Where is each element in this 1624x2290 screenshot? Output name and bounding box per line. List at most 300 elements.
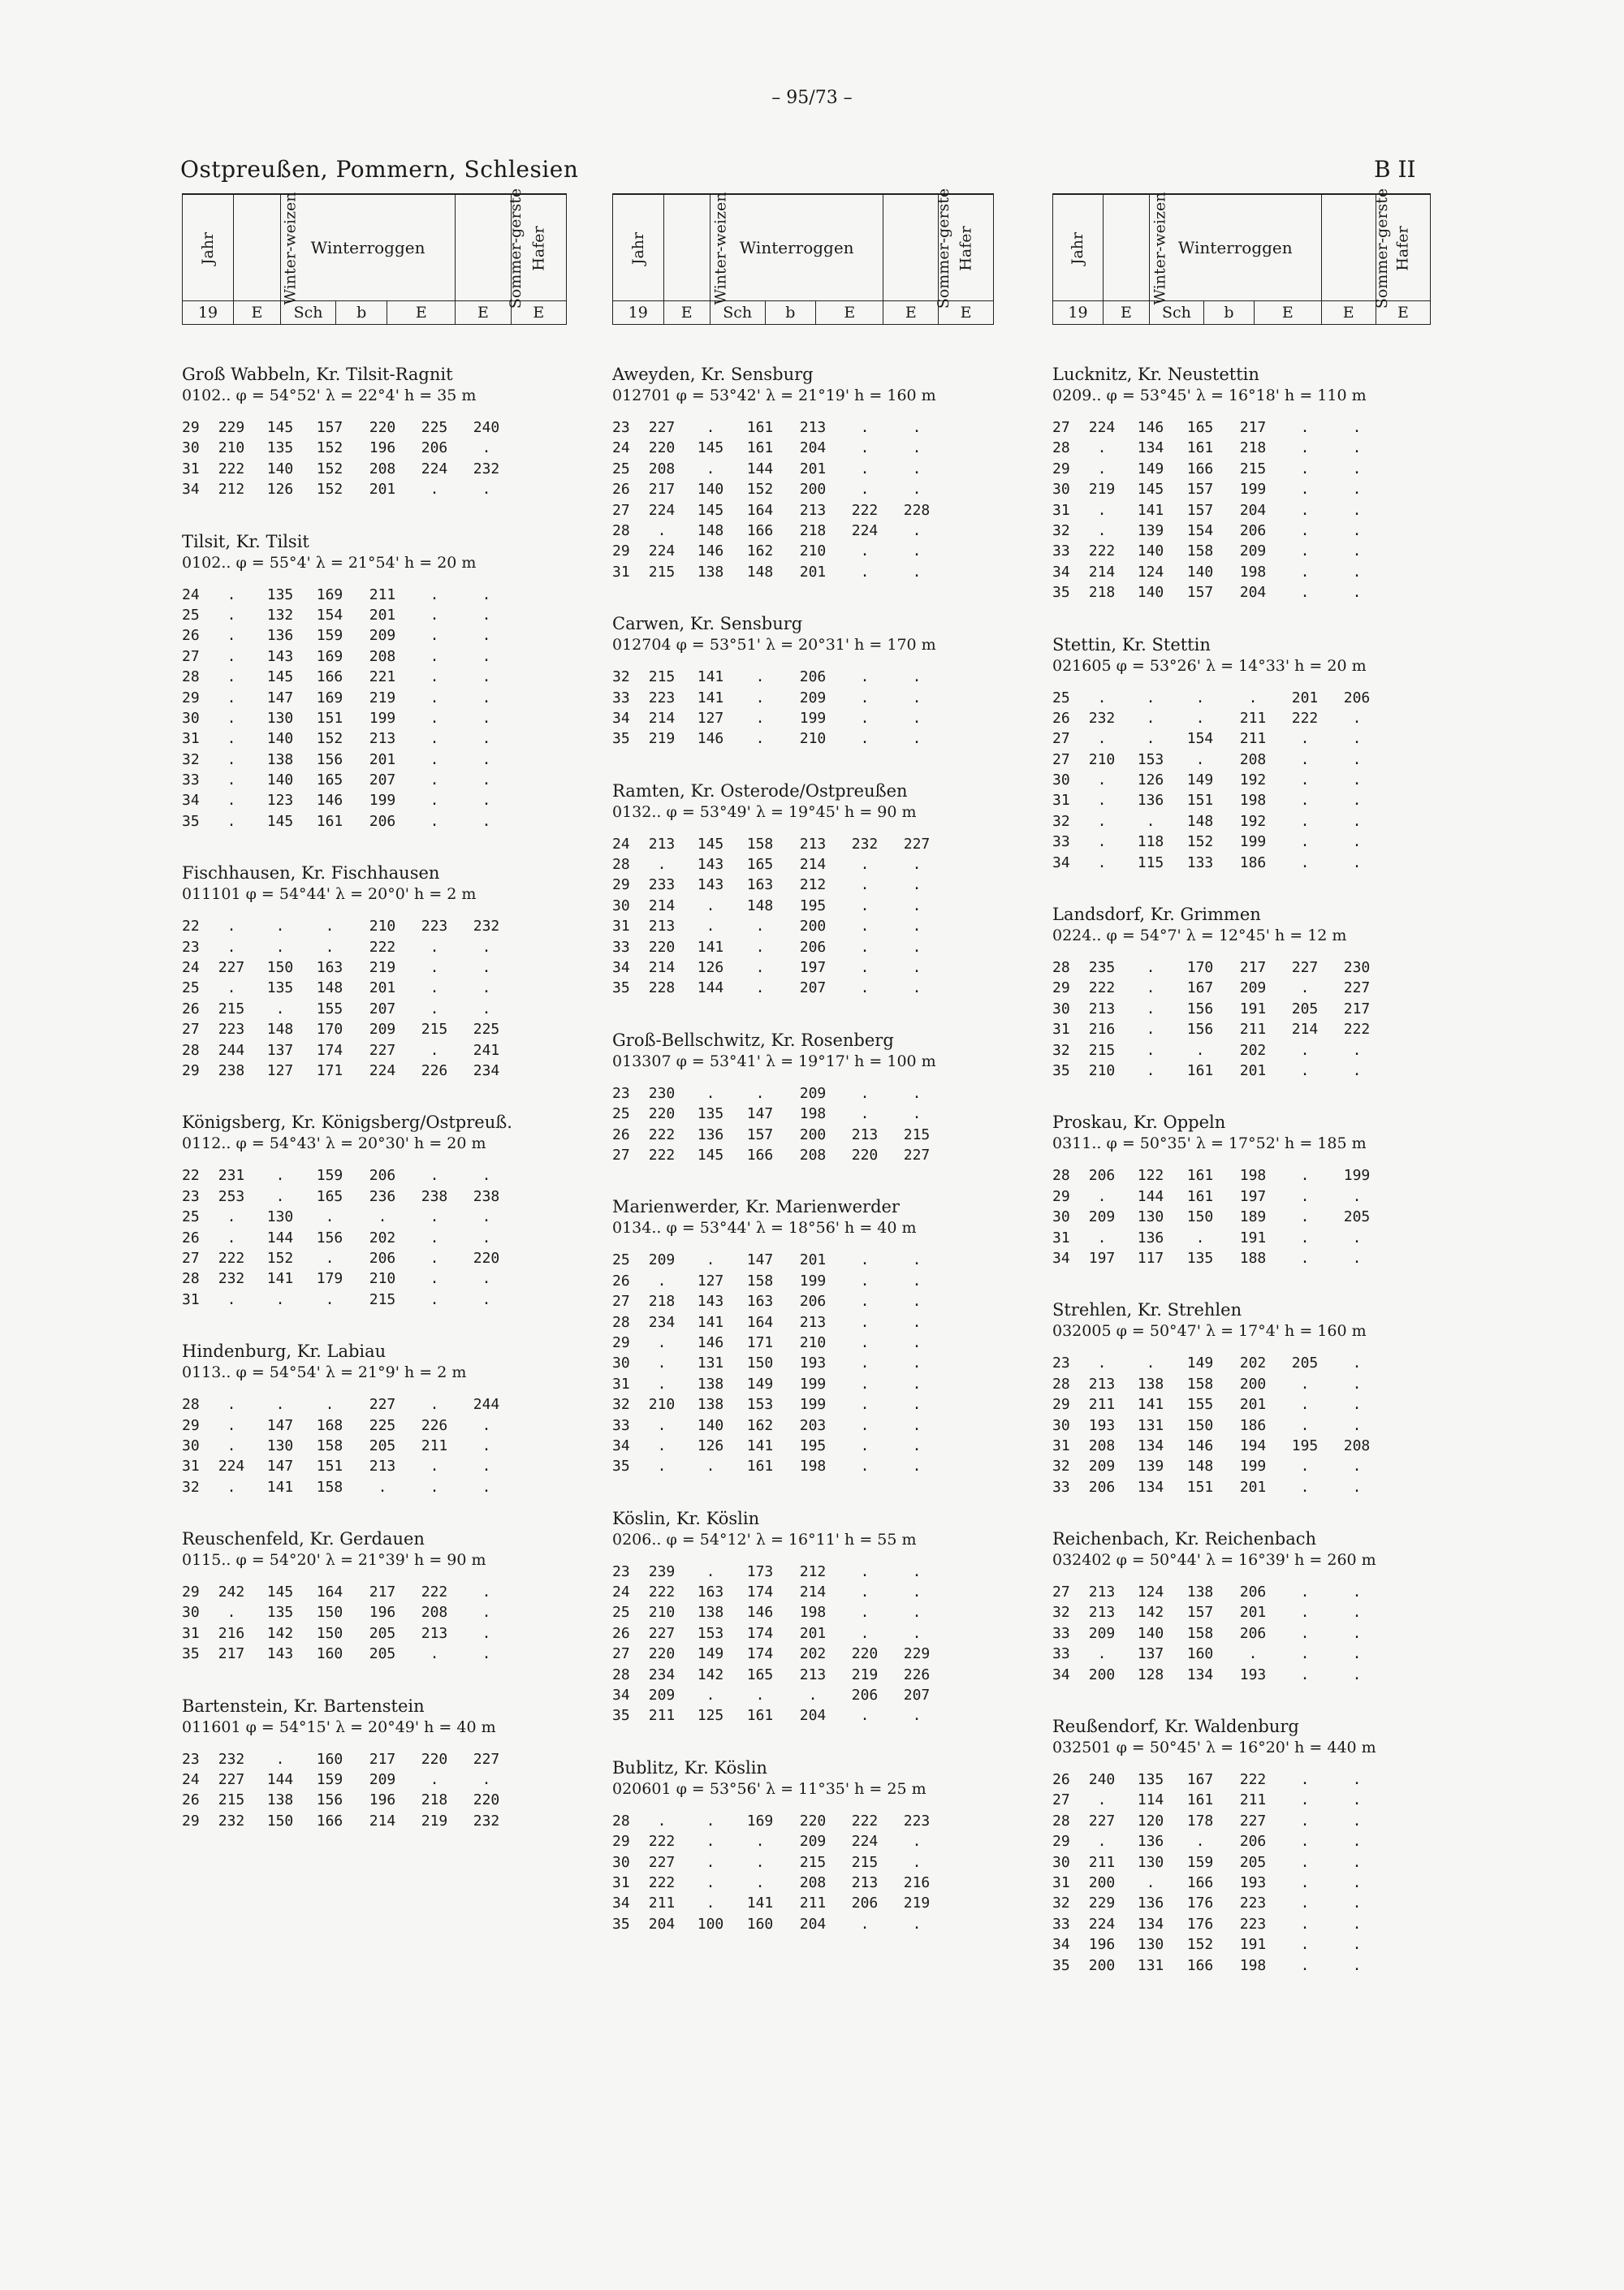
table-cell: 34	[612, 1687, 630, 1705]
subheader-summer-barley: E	[456, 301, 511, 325]
table-cell: 224	[218, 1458, 245, 1476]
table-cell: 100	[697, 1915, 724, 1933]
table-cell: .	[1300, 501, 1310, 519]
station-name: Reußendorf, Kr. Waldenburg	[1052, 1717, 1299, 1737]
table-cell: 30	[1052, 771, 1070, 789]
table-cell: 147	[266, 1416, 294, 1434]
table-cell: .	[912, 1375, 922, 1393]
table-cell: 224	[369, 1061, 396, 1079]
table-cell: 199	[369, 709, 396, 727]
table-cell: 126	[697, 959, 724, 977]
table-cell: 232	[218, 1750, 245, 1768]
table-cell: 143	[697, 1293, 724, 1311]
table-cell: 159	[1186, 1853, 1214, 1871]
table-cell: 35	[1052, 1061, 1070, 1079]
table-cell: .	[912, 419, 922, 436]
table-cell: 202	[369, 1229, 396, 1247]
table-cell: .	[1300, 1833, 1310, 1851]
table-cell: 155	[316, 1000, 343, 1018]
table-cell: .	[1146, 1061, 1155, 1079]
table-row	[1052, 1248, 1431, 1268]
table-cell: 194	[1239, 1437, 1267, 1454]
table-row	[182, 916, 567, 936]
table-row	[612, 937, 994, 957]
table-cell: 211	[1239, 730, 1267, 748]
subheader-rye-b: b	[336, 301, 387, 325]
table-cell: .	[912, 1604, 922, 1622]
table-cell: .	[1097, 1187, 1107, 1205]
table-cell: 210	[648, 1604, 676, 1622]
table-cell: 161	[746, 439, 774, 457]
table-cell: .	[227, 812, 236, 830]
table-cell: 30	[1052, 1208, 1070, 1226]
table-cell: 206	[1239, 1624, 1267, 1642]
table-cell: .	[1300, 481, 1310, 499]
table-cell: .	[430, 1249, 439, 1267]
table-cell: 134	[1186, 1666, 1214, 1683]
column-3	[1052, 188, 1431, 1976]
table-cell: .	[860, 1624, 870, 1642]
table-cell: .	[1352, 542, 1362, 560]
table-cell: 33	[612, 689, 630, 706]
table-row	[612, 1456, 994, 1476]
table-cell: 32	[612, 1396, 630, 1414]
table-cell: 165	[1186, 419, 1214, 436]
table-cell: 24	[182, 959, 200, 977]
table-row	[1052, 1934, 1431, 1955]
table-cell: .	[430, 771, 439, 789]
table-cell: 227	[648, 1853, 676, 1871]
data-rows	[182, 1749, 567, 1832]
table-cell: 130	[266, 709, 294, 727]
table-cell: 136	[697, 1126, 724, 1143]
table-cell: .	[430, 585, 439, 603]
table-cell: 222	[1343, 1021, 1371, 1039]
table-cell: .	[860, 1707, 870, 1725]
table-cell: 193	[799, 1355, 827, 1372]
table-cell: 28	[1052, 1167, 1070, 1185]
table-cell: 22	[182, 918, 200, 935]
table-cell: .	[482, 959, 491, 977]
table-cell: 26	[1052, 709, 1070, 727]
table-cell: .	[755, 689, 765, 706]
table-cell: .	[430, 1167, 439, 1185]
table-cell: .	[755, 1687, 765, 1705]
table-cell: 198	[1239, 1167, 1267, 1185]
table-cell: .	[912, 897, 922, 914]
table-cell: 206	[851, 1687, 879, 1705]
table-cell: 210	[799, 542, 827, 560]
table-cell: 23	[182, 938, 200, 956]
table-cell: 134	[1137, 1915, 1164, 1933]
table-cell: 213	[369, 1458, 396, 1476]
table-row	[1052, 1207, 1431, 1227]
table-cell: 222	[1239, 1771, 1267, 1789]
table-cell: 29	[612, 1333, 630, 1351]
table-row	[612, 1145, 994, 1165]
column-2	[612, 188, 994, 1934]
table-cell: 200	[1088, 1956, 1116, 1974]
table-cell: 213	[851, 1126, 879, 1143]
table-row	[182, 688, 567, 708]
table-cell: 221	[369, 668, 396, 686]
table-cell: .	[482, 481, 491, 499]
table-cell: .	[430, 1478, 439, 1496]
table-cell: .	[860, 897, 870, 914]
table-cell: 244	[473, 1396, 500, 1414]
table-cell: 200	[1088, 1666, 1116, 1683]
table-cell: 130	[266, 1208, 294, 1226]
table-cell: 32	[182, 750, 200, 768]
table-cell: 165	[316, 771, 343, 789]
table-cell: .	[1146, 1873, 1155, 1891]
table-cell: .	[860, 1458, 870, 1476]
table-cell: 140	[697, 1416, 724, 1434]
station-block	[612, 364, 994, 582]
table-row	[1052, 1623, 1431, 1644]
table-cell: 35	[612, 1707, 630, 1725]
table-row	[182, 1207, 567, 1227]
table-cell: .	[706, 1833, 715, 1851]
table-cell: .	[912, 563, 922, 581]
table-cell: 209	[799, 1833, 827, 1851]
table-row	[612, 1415, 994, 1436]
table-row	[182, 1061, 567, 1081]
table-cell: 164	[746, 501, 774, 519]
station-block	[182, 862, 567, 1081]
table-row	[612, 1914, 994, 1934]
table-cell: 34	[1052, 563, 1070, 581]
data-rows	[612, 1083, 994, 1166]
table-cell: 142	[697, 1666, 724, 1683]
table-cell: 30	[612, 1355, 630, 1372]
table-cell: .	[482, 792, 491, 810]
table-cell: .	[482, 1000, 491, 1018]
table-cell: 27	[1052, 1584, 1070, 1601]
subheader-rye-sch: Sch	[710, 301, 765, 325]
table-cell: 158	[1186, 1624, 1214, 1642]
table-cell: .	[912, 521, 922, 539]
station-block	[1052, 1299, 1431, 1497]
table-cell: 224	[851, 1833, 879, 1851]
table-cell: .	[430, 668, 439, 686]
table-cell: .	[1352, 1041, 1362, 1059]
table-cell: 29	[182, 1061, 200, 1079]
table-cell: .	[1352, 1771, 1362, 1789]
table-row	[1052, 1873, 1431, 1893]
table-cell: 23	[612, 1562, 630, 1580]
station-block	[182, 1696, 567, 1832]
table-cell: 153	[746, 1396, 774, 1414]
table-row	[612, 854, 994, 875]
table-cell: .	[275, 918, 285, 935]
table-cell: 156	[316, 1229, 343, 1247]
table-row	[182, 1811, 567, 1831]
station-name: Lucknitz, Kr. Neustettin	[1052, 365, 1259, 384]
table-cell: 147	[266, 1458, 294, 1476]
table-cell: 223	[218, 1021, 245, 1039]
table-cell: 174	[746, 1624, 774, 1642]
table-cell: .	[860, 959, 870, 977]
table-cell: 232	[473, 1812, 500, 1830]
table-cell: .	[860, 668, 870, 686]
table-cell: 149	[1137, 460, 1164, 477]
header-summer-barley: Sommer-gerste	[456, 194, 511, 301]
table-cell: .	[1300, 833, 1310, 851]
table-cell: 139	[1137, 521, 1164, 539]
table-row	[1052, 1436, 1431, 1456]
table-cell: 29	[182, 1416, 200, 1434]
table-cell: 209	[1239, 542, 1267, 560]
table-cell: 141	[697, 689, 724, 706]
table-cell: .	[1097, 460, 1107, 477]
region-title: Ostpreußen, Pommern, Schlesien	[180, 156, 579, 183]
table-cell: .	[1352, 1416, 1362, 1434]
table-cell: 209	[369, 627, 396, 645]
table-cell: 199	[1239, 481, 1267, 499]
station-block	[612, 613, 994, 750]
table-cell: 153	[1137, 750, 1164, 768]
table-cell: 28	[1052, 1375, 1070, 1393]
table-cell: .	[1300, 979, 1310, 997]
table-cell: 206	[369, 812, 396, 830]
table-cell: 208	[369, 647, 396, 665]
table-cell: 206	[1239, 1833, 1267, 1851]
table-row	[612, 459, 994, 479]
station-name: Königsberg, Kr. Königsberg/Ostpreuß.	[182, 1113, 512, 1133]
data-rows	[1052, 1165, 1431, 1268]
table-cell: 169	[316, 647, 343, 665]
table-cell: 218	[1239, 439, 1267, 457]
table-cell: .	[1097, 1645, 1107, 1663]
table-cell: 35	[612, 979, 630, 997]
table-row	[1052, 811, 1431, 832]
station-block	[182, 1341, 567, 1497]
table-cell: 143	[266, 1645, 294, 1663]
table-row	[182, 1248, 567, 1268]
table-cell: .	[430, 647, 439, 665]
table-cell: 214	[799, 856, 827, 874]
table-cell: .	[227, 709, 236, 727]
table-cell: 166	[316, 668, 343, 686]
table-cell: 215	[369, 1290, 396, 1308]
table-cell: 27	[1052, 750, 1070, 768]
table-cell: 33	[1052, 1624, 1070, 1642]
table-cell: 157	[1186, 481, 1214, 499]
table-row	[182, 1165, 567, 1186]
table-cell: 215	[903, 1126, 931, 1143]
table-cell: 191	[1239, 1229, 1267, 1247]
table-cell: .	[706, 897, 715, 914]
table-row	[612, 479, 994, 499]
table-cell: 179	[316, 1270, 343, 1288]
table-row	[182, 708, 567, 728]
table-cell: 233	[648, 876, 676, 894]
table-cell: .	[1146, 709, 1155, 727]
table-cell: 29	[1052, 979, 1070, 997]
table-cell: 176	[1186, 1915, 1214, 1933]
table-row	[1052, 500, 1431, 521]
table-cell: 148	[316, 979, 343, 997]
table-cell: .	[1097, 730, 1107, 748]
data-rows	[182, 1582, 567, 1665]
page-number: – 95/73 –	[771, 88, 853, 108]
table-row	[182, 1268, 567, 1289]
data-rows	[1052, 1769, 1431, 1976]
table-cell: 215	[1088, 1041, 1116, 1059]
table-row	[182, 1394, 567, 1415]
station-coordinates: 0132.. φ = 53°49' λ = 19°45' h = 90 m	[612, 802, 917, 821]
table-cell: .	[912, 1562, 922, 1580]
table-cell: .	[482, 1290, 491, 1308]
station-coordinates: 011101 φ = 54°44' λ = 20°0' h = 2 m	[182, 885, 477, 904]
header-oats: Hafer	[939, 194, 994, 301]
table-cell: 234	[648, 1313, 676, 1331]
table-cell: 217	[1239, 959, 1267, 977]
table-cell: 162	[746, 1416, 774, 1434]
table-cell: .	[912, 856, 922, 874]
table-row	[612, 667, 994, 687]
table-cell: .	[1097, 689, 1107, 706]
table-cell: 27	[1052, 730, 1070, 748]
table-row	[1052, 708, 1431, 728]
table-cell: 197	[1088, 1249, 1116, 1267]
table-cell: .	[227, 750, 236, 768]
table-cell: 217	[369, 1584, 396, 1601]
table-cell: .	[808, 1687, 818, 1705]
table-cell: 219	[421, 1812, 448, 1830]
table-row	[182, 479, 567, 499]
table-cell: .	[860, 856, 870, 874]
table-cell: 189	[1239, 1208, 1267, 1226]
table-cell: 199	[799, 1375, 827, 1393]
table-cell: .	[1352, 792, 1362, 810]
table-cell: .	[227, 792, 236, 810]
table-cell: 198	[1239, 563, 1267, 581]
table-cell: .	[860, 1105, 870, 1123]
table-cell: .	[227, 1437, 236, 1454]
table-cell: 166	[1186, 460, 1214, 477]
table-cell: .	[275, 1396, 285, 1414]
table-cell: .	[1300, 1791, 1310, 1809]
table-row	[182, 937, 567, 957]
table-cell: 156	[316, 750, 343, 768]
table-cell: 150	[316, 1604, 343, 1622]
table-cell: 174	[316, 1041, 343, 1059]
table-cell: .	[657, 856, 667, 874]
table-cell: 157	[1186, 501, 1214, 519]
table-cell: 227	[1088, 1812, 1116, 1830]
table-row	[612, 957, 994, 978]
data-rows	[612, 667, 994, 750]
table-cell: 140	[1137, 584, 1164, 602]
table-cell: .	[1300, 1458, 1310, 1476]
table-cell: .	[1300, 1208, 1310, 1226]
table-cell: 146	[746, 1604, 774, 1622]
table-cell: 135	[1137, 1771, 1164, 1789]
table-cell: 33	[1052, 542, 1070, 560]
table-cell: .	[227, 668, 236, 686]
table-cell: .	[860, 1562, 870, 1580]
table-cell: 192	[1239, 812, 1267, 830]
table-cell: .	[1300, 563, 1310, 581]
table-cell: 168	[316, 1416, 343, 1434]
table-cell: 165	[746, 1666, 774, 1683]
table-cell: 199	[799, 709, 827, 727]
table-cell: 215	[218, 1791, 245, 1809]
station-name: Reichenbach, Kr. Reichenbach	[1052, 1529, 1317, 1549]
data-rows	[182, 417, 567, 500]
table-cell: 141	[746, 1437, 774, 1454]
table-cell: .	[227, 1416, 236, 1434]
table-row	[612, 1374, 994, 1394]
table-cell: .	[1352, 1645, 1362, 1663]
subheader-rye-sch: Sch	[1149, 301, 1203, 325]
table-row	[1052, 1415, 1431, 1436]
table-cell: 140	[1186, 563, 1214, 581]
table-cell: 206	[799, 938, 827, 956]
subheader-rye-b: b	[1203, 301, 1254, 325]
table-cell: 23	[182, 1187, 200, 1205]
station-block	[612, 1508, 994, 1726]
table-cell: 154	[1186, 730, 1214, 748]
table-cell: 148	[746, 897, 774, 914]
station-coordinates: 011601 φ = 54°15' λ = 20°49' h = 40 m	[182, 1718, 496, 1736]
table-cell: 141	[697, 1313, 724, 1331]
table-cell: .	[860, 689, 870, 706]
table-cell: .	[227, 1208, 236, 1226]
table-row	[1052, 1374, 1431, 1394]
table-cell: .	[755, 959, 765, 977]
table-cell: .	[1352, 563, 1362, 581]
table-cell: .	[1352, 771, 1362, 789]
table-cell: 23	[612, 419, 630, 436]
table-row	[182, 459, 567, 479]
table-cell: .	[912, 1707, 922, 1725]
header-winter-rye: Winterroggen	[710, 194, 883, 301]
table-cell: .	[430, 979, 439, 997]
table-cell: .	[860, 1251, 870, 1269]
table-cell: 152	[316, 460, 343, 477]
table-cell: 240	[1088, 1771, 1116, 1789]
table-cell: 29	[1052, 1833, 1070, 1851]
table-row	[182, 605, 567, 625]
table-cell: 209	[1088, 1458, 1116, 1476]
data-rows	[612, 417, 994, 582]
table-cell: 227	[1343, 979, 1371, 997]
header-summer-barley: Sommer-gerste	[1321, 194, 1376, 301]
table-cell: 201	[369, 750, 396, 768]
table-cell: 135	[266, 979, 294, 997]
table-cell: 195	[1291, 1437, 1319, 1454]
table-cell: 201	[369, 481, 396, 499]
table-cell: .	[482, 627, 491, 645]
table-cell: 227	[1291, 959, 1319, 977]
table-row	[1052, 1019, 1431, 1039]
table-cell: .	[325, 1290, 335, 1308]
table-cell: 196	[1088, 1936, 1116, 1954]
table-row	[182, 1415, 567, 1436]
table-row	[182, 1582, 567, 1602]
table-row	[1052, 1893, 1431, 1913]
table-cell: .	[657, 1458, 667, 1476]
table-cell: 196	[369, 1791, 396, 1809]
table-cell: 31	[182, 1458, 200, 1476]
table-cell: .	[912, 1084, 922, 1102]
table-cell: .	[1300, 521, 1310, 539]
table-cell: 197	[1239, 1187, 1267, 1205]
table-cell: 152	[746, 481, 774, 499]
